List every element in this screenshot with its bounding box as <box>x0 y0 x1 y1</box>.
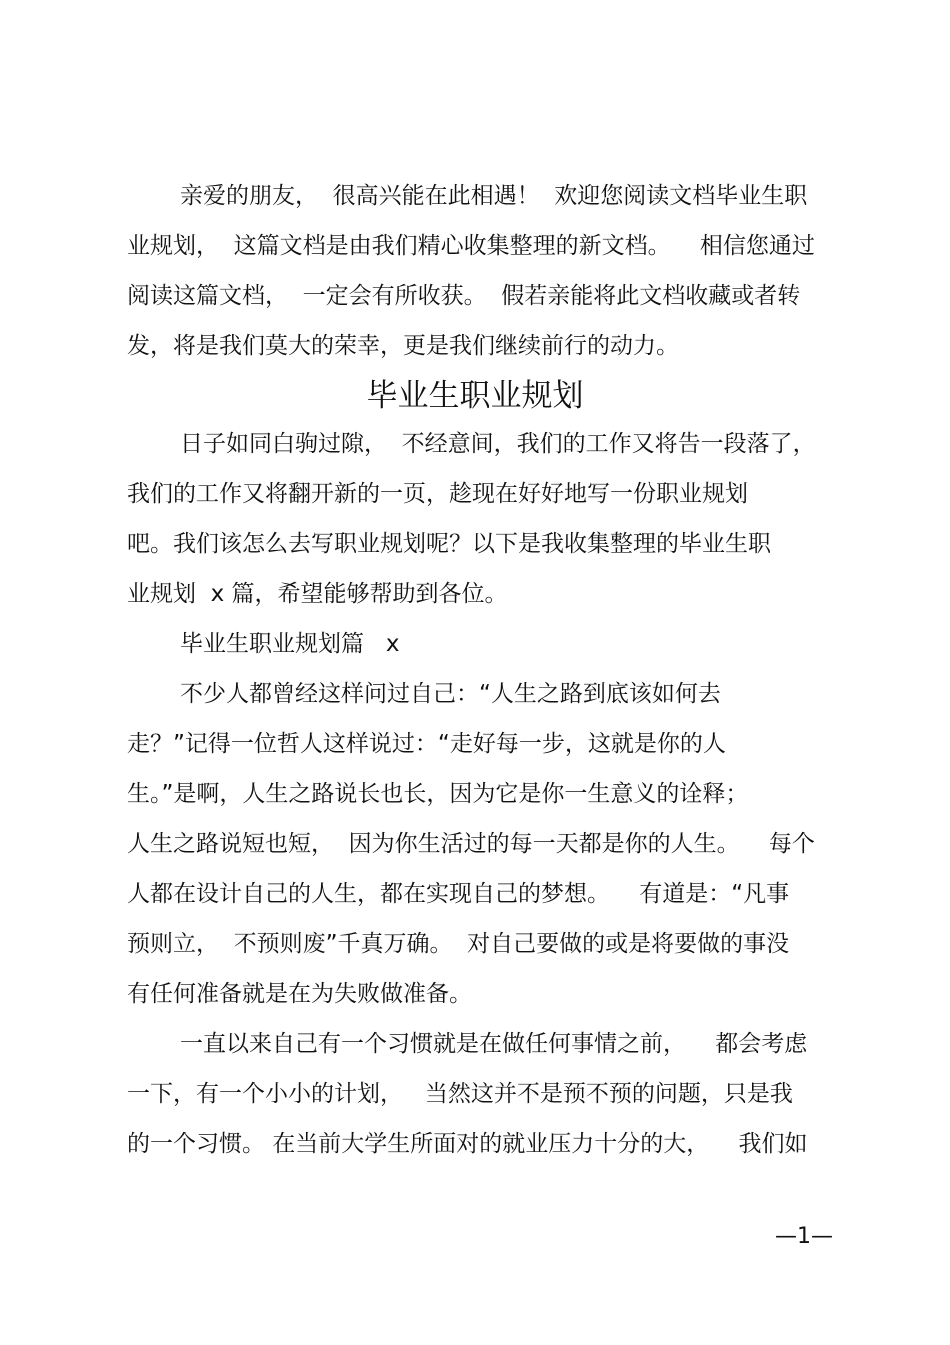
body-line-12: 有任何准备就是在为失败做准备。 <box>127 981 472 1007</box>
body-line-2: 我们的工作又将翻开新的一页，趁现在好好地写一份职业规划 <box>127 481 748 507</box>
intro-line-2: 业规划， 这篇文档是由我们精心收集整理的新文档。 相信您通过 <box>127 233 815 259</box>
body-line-1: 日子如同白驹过隙， 不经意间，我们的工作又将告一段落了， <box>180 431 816 457</box>
body-line-9: 人生之路说短也短， 因为你生活过的每一天都是你的人生。 每个 <box>127 831 815 857</box>
body-line-6: 不少人都曾经这样问过自己：“人生之路到底该如何去 <box>180 681 721 707</box>
section-heading: 毕业生职业规划篇 x <box>180 631 400 657</box>
body-line-11: 预则立， 不预则废”千真万确。 对自己要做的或是将要做的事没 <box>127 931 790 957</box>
page-number: —1— <box>775 1224 833 1249</box>
body-line-15: 的一个习惯。 在当前大学生所面对的就业压力十分的大， 我们如 <box>127 1131 808 1157</box>
body-line-4: 业规划 x 篇，希望能够帮助到各位。 <box>127 581 508 607</box>
body-line-10: 人都在设计自己的人生，都在实现自己的梦想。 有道是：“凡事 <box>127 881 790 907</box>
intro-line-4: 发，将是我们莫大的荣幸，更是我们继续前行的动力。 <box>127 333 679 359</box>
intro-line-3: 阅读这篇文档， 一定会有所收获。 假若亲能将此文档收藏或者转 <box>127 283 801 309</box>
body-line-7: 走？”记得一位哲人这样说过：“走好每一步，这就是你的人 <box>127 731 726 757</box>
intro-line-1: 亲爱的朋友， 很高兴能在此相遇！ 欢迎您阅读文档毕业生职 <box>180 183 808 209</box>
body-line-8: 生。”是啊，人生之路说长也长，因为它是你一生意义的诠释； <box>127 781 749 807</box>
document-title: 毕业生职业规划 <box>366 378 584 414</box>
body-line-14: 一下，有一个小小的计划， 当然这并不是预不预的问题，只是我 <box>127 1081 793 1107</box>
body-line-3: 吧。我们该怎么去写职业规划呢？以下是我收集整理的毕业生职 <box>127 531 771 557</box>
body-line-13: 一直以来自己有一个习惯就是在做任何事情之前， 都会考虑 <box>180 1031 808 1057</box>
